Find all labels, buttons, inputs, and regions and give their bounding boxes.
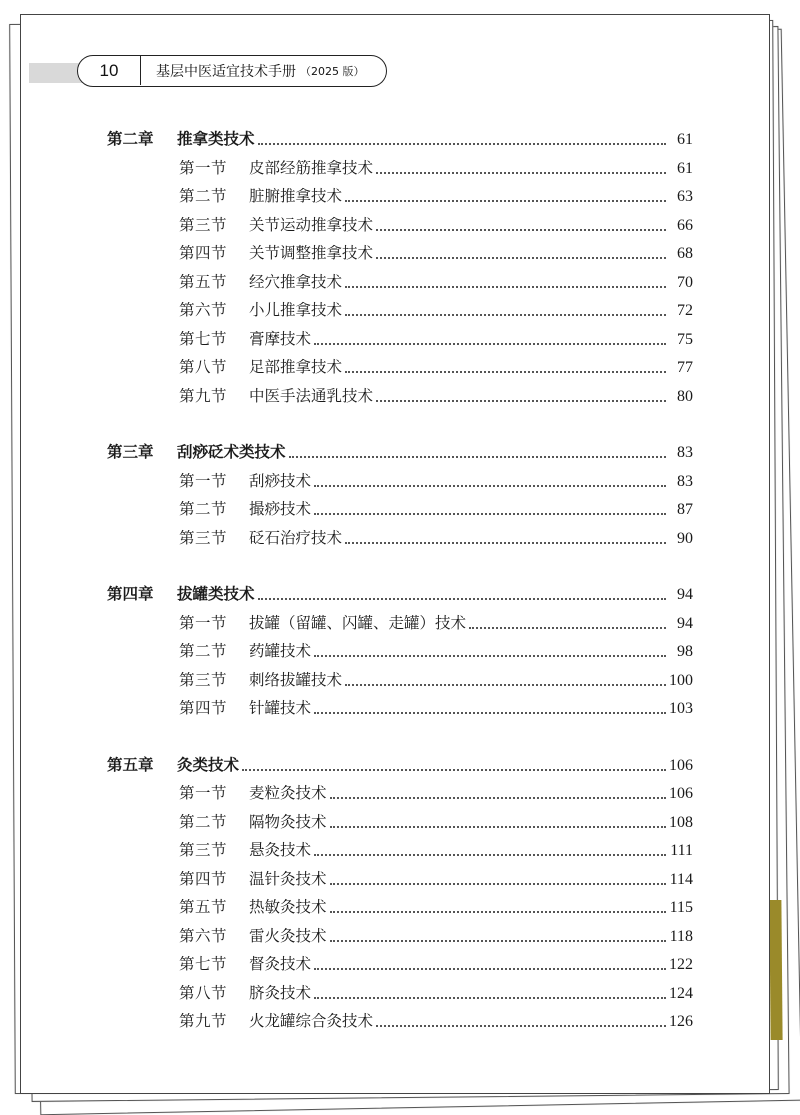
document-page [20, 14, 770, 1094]
toc-section-entry-title: 麦粒灸技术 [249, 784, 327, 802]
toc-section-entry-page-number: 68 [677, 245, 693, 262]
toc-chapter-entry-page-number: 61 [677, 131, 693, 148]
toc-section-entry-title: 隔物灸技术 [249, 812, 327, 831]
toc-section-entry[interactable] [107, 838, 693, 867]
toc-section-entry-number: 第一节 [179, 613, 228, 632]
toc-section-entry-number: 第七节 [179, 955, 228, 973]
toc-section-entry-page-number: 98 [677, 643, 693, 660]
toc-section-entry[interactable] [107, 611, 693, 640]
toc-section-entry-number: 第九节 [179, 1012, 228, 1030]
dot-leader [345, 371, 666, 373]
toc-section-entry-page-number: 100 [669, 671, 693, 689]
toc-section-entry-number: 第四节 [179, 699, 228, 717]
toc-section-entry[interactable] [107, 952, 693, 981]
toc-section-entry-number: 第一节 [179, 784, 228, 802]
toc-section-entry-number: 第三节 [179, 841, 228, 859]
toc-section-entry-page-number: 87 [677, 501, 693, 518]
chapter-gap [107, 554, 693, 582]
toc-section-entry-number: 第二节 [179, 187, 228, 205]
toc-section-entry-number: 第五节 [179, 272, 228, 291]
toc-section-entry[interactable] [107, 497, 693, 526]
toc-section-entry-number: 第六节 [179, 926, 228, 945]
toc-section-entry-page-number: 108 [669, 813, 693, 831]
header-book-title [156, 56, 365, 85]
toc-chapter-entry[interactable] [107, 753, 693, 782]
toc-section-entry[interactable] [107, 981, 693, 1010]
toc-section-entry[interactable] [107, 270, 693, 299]
toc-chapter-entry[interactable] [107, 582, 693, 611]
dot-leader [289, 456, 666, 458]
toc-section-entry-title: 脐灸技术 [249, 983, 312, 1002]
dot-leader [314, 712, 666, 714]
dot-leader [314, 997, 666, 999]
toc-section-entry[interactable] [107, 156, 693, 185]
toc-section-entry[interactable] [107, 1009, 693, 1038]
dot-leader [376, 229, 666, 231]
dot-leader [330, 940, 666, 942]
toc-chapter-entry[interactable] [107, 127, 693, 156]
toc-section-entry-title: 温针灸技术 [249, 869, 327, 888]
toc-section-entry-title: 撮痧技术 [249, 500, 312, 518]
dot-leader [242, 769, 666, 771]
toc-section-entry-page-number: 111 [670, 842, 693, 859]
toc-section-entry-number: 第二节 [179, 812, 228, 831]
toc-section-entry-title: 热敏灸技术 [249, 898, 327, 916]
toc-section-entry-title: 药罐技术 [249, 642, 312, 660]
toc-section-entry[interactable] [107, 526, 693, 555]
chapter-gap [107, 725, 693, 753]
dot-leader [330, 797, 666, 799]
toc-section-entry-number: 第九节 [179, 386, 228, 405]
toc-section-entry[interactable] [107, 668, 693, 697]
toc-section-entry-number: 第四节 [179, 869, 228, 888]
dot-leader [330, 883, 666, 885]
chapter-gap [107, 412, 693, 440]
toc-chapter-entry-title: 拔罐类技术 [177, 585, 255, 603]
toc-section-entry-page-number: 114 [669, 870, 693, 888]
toc-section-entry-page-number: 124 [669, 984, 693, 1002]
toc-section-entry[interactable] [107, 213, 693, 242]
dot-leader [314, 485, 666, 487]
dot-leader [258, 143, 666, 145]
dot-leader [469, 627, 666, 629]
dot-leader [376, 400, 666, 402]
toc-section-entry-title: 拔罐（留罐、闪罐、走罐）技术 [249, 613, 467, 632]
dot-leader [345, 200, 666, 202]
toc-section-entry-number: 第三节 [179, 215, 228, 234]
toc-section-entry-page-number: 118 [669, 927, 693, 945]
toc-chapter-entry-title: 灸类技术 [177, 755, 240, 774]
toc-section-entry-page-number: 77 [677, 359, 693, 376]
dot-leader [314, 343, 666, 345]
toc-chapter-entry-number: 第二章 [107, 130, 154, 148]
dot-leader [376, 257, 666, 259]
toc-section-entry-page-number: 94 [677, 614, 693, 632]
dot-leader [314, 513, 666, 515]
toc-section-entry-page-number: 72 [677, 302, 693, 319]
dot-leader [345, 684, 666, 686]
toc-chapter-entry-page-number: 94 [677, 586, 693, 603]
dot-leader [314, 968, 666, 970]
toc-section-entry[interactable] [107, 781, 693, 810]
dot-leader [376, 1025, 666, 1027]
toc-section-entry[interactable] [107, 298, 693, 327]
toc-section-entry-title: 经穴推拿技术 [249, 272, 343, 291]
toc-section-entry-page-number: 83 [677, 472, 693, 490]
toc-section-entry[interactable] [107, 810, 693, 839]
toc-section-entry-page-number: 126 [669, 1013, 693, 1030]
toc-section-entry-number: 第八节 [179, 358, 228, 376]
dot-leader [314, 655, 666, 657]
toc-chapter-entry-page-number: 106 [669, 756, 693, 774]
toc-section-entry[interactable] [107, 184, 693, 213]
toc-section-entry-number: 第八节 [179, 983, 228, 1002]
toc-section-entry-page-number: 90 [677, 529, 693, 547]
toc-section-entry-title: 脏腑推拿技术 [249, 187, 343, 205]
toc-section-entry-number: 第五节 [179, 898, 228, 916]
toc-section-entry[interactable] [107, 867, 693, 896]
book-cover-edge-right [769, 900, 782, 1040]
book-title: 基层中医适宜技术手册 [156, 63, 296, 80]
toc-section-entry-number: 第七节 [179, 329, 228, 348]
toc-section-entry[interactable] [107, 384, 693, 413]
dot-leader [345, 286, 666, 288]
dot-leader [345, 542, 666, 544]
toc-chapter-entry-title: 刮痧砭术类技术 [177, 443, 286, 461]
toc-section-entry-title: 刮痧技术 [249, 471, 312, 490]
toc-section-entry-page-number: 115 [669, 899, 693, 916]
toc-section-entry-number: 第四节 [179, 244, 228, 262]
toc-chapter-entry-title: 推拿类技术 [177, 130, 255, 148]
toc-section-entry-title: 悬灸技术 [249, 841, 312, 859]
toc-section-entry-number: 第一节 [179, 471, 228, 490]
dot-leader [376, 172, 666, 174]
dot-leader [258, 598, 666, 600]
toc-section-entry-page-number: 61 [677, 159, 693, 177]
toc-chapter-entry-number: 第四章 [107, 585, 154, 603]
toc-section-entry[interactable] [107, 469, 693, 498]
toc-section-entry-page-number: 70 [677, 273, 693, 291]
running-header [77, 55, 387, 87]
dot-leader [330, 826, 666, 828]
toc-chapter-entry-page-number: 83 [677, 444, 693, 461]
dot-leader [314, 854, 666, 856]
dot-leader [330, 911, 666, 913]
toc-section-entry-title: 雷火灸技术 [249, 926, 327, 945]
toc-section-entry-page-number: 106 [669, 785, 693, 802]
toc-section-entry[interactable] [107, 355, 693, 384]
toc-section-entry-page-number: 103 [669, 700, 693, 717]
toc-section-entry-number: 第六节 [179, 301, 228, 319]
toc-section-entry-title: 火龙罐综合灸技术 [249, 1012, 374, 1030]
toc-section-entry-title: 中医手法通乳技术 [249, 386, 374, 405]
toc-section-entry-title: 足部推拿技术 [249, 358, 343, 376]
toc-section-entry[interactable] [107, 924, 693, 953]
toc-chapter-entry-number: 第五章 [107, 755, 154, 774]
toc-section-entry-title: 皮部经筋推拿技术 [249, 158, 374, 177]
toc-section-entry[interactable] [107, 696, 693, 725]
toc-section-entry-title: 小儿推拿技术 [249, 301, 343, 319]
toc-section-entry-page-number: 75 [677, 330, 693, 348]
toc-section-entry-title: 关节运动推拿技术 [249, 215, 374, 234]
toc-section-entry-number: 第三节 [179, 670, 228, 689]
toc-section-entry[interactable] [107, 639, 693, 668]
toc-section-entry-page-number: 63 [677, 188, 693, 205]
toc-section-entry[interactable] [107, 241, 693, 270]
toc-section-entry-number: 第二节 [179, 500, 228, 518]
toc-section-entry-title: 关节调整推拿技术 [249, 244, 374, 262]
toc-section-entry-title: 针罐技术 [249, 699, 312, 717]
toc-section-entry[interactable] [107, 895, 693, 924]
dot-leader [345, 314, 666, 316]
toc-section-entry-title: 督灸技术 [249, 955, 312, 973]
toc-section-entry-title: 砭石治疗技术 [249, 528, 343, 547]
toc-section-entry-title: 刺络拔罐技术 [249, 670, 343, 689]
toc-section-entry[interactable] [107, 327, 693, 356]
toc-chapter-entry-number: 第三章 [107, 443, 154, 461]
toc-section-entry-page-number: 122 [669, 956, 693, 973]
toc-section-entry-page-number: 66 [677, 216, 693, 234]
toc-section-entry-title: 膏摩技术 [249, 329, 312, 348]
toc-section-entry-number: 第二节 [179, 642, 228, 660]
toc-section-entry-number: 第一节 [179, 158, 228, 177]
table-of-contents [107, 127, 693, 1038]
header-page-number: 10 [78, 56, 141, 85]
toc-section-entry-number: 第三节 [179, 528, 228, 547]
toc-chapter-entry[interactable] [107, 440, 693, 469]
book-edition: （2025 版） [300, 64, 365, 78]
toc-section-entry-page-number: 80 [677, 387, 693, 405]
